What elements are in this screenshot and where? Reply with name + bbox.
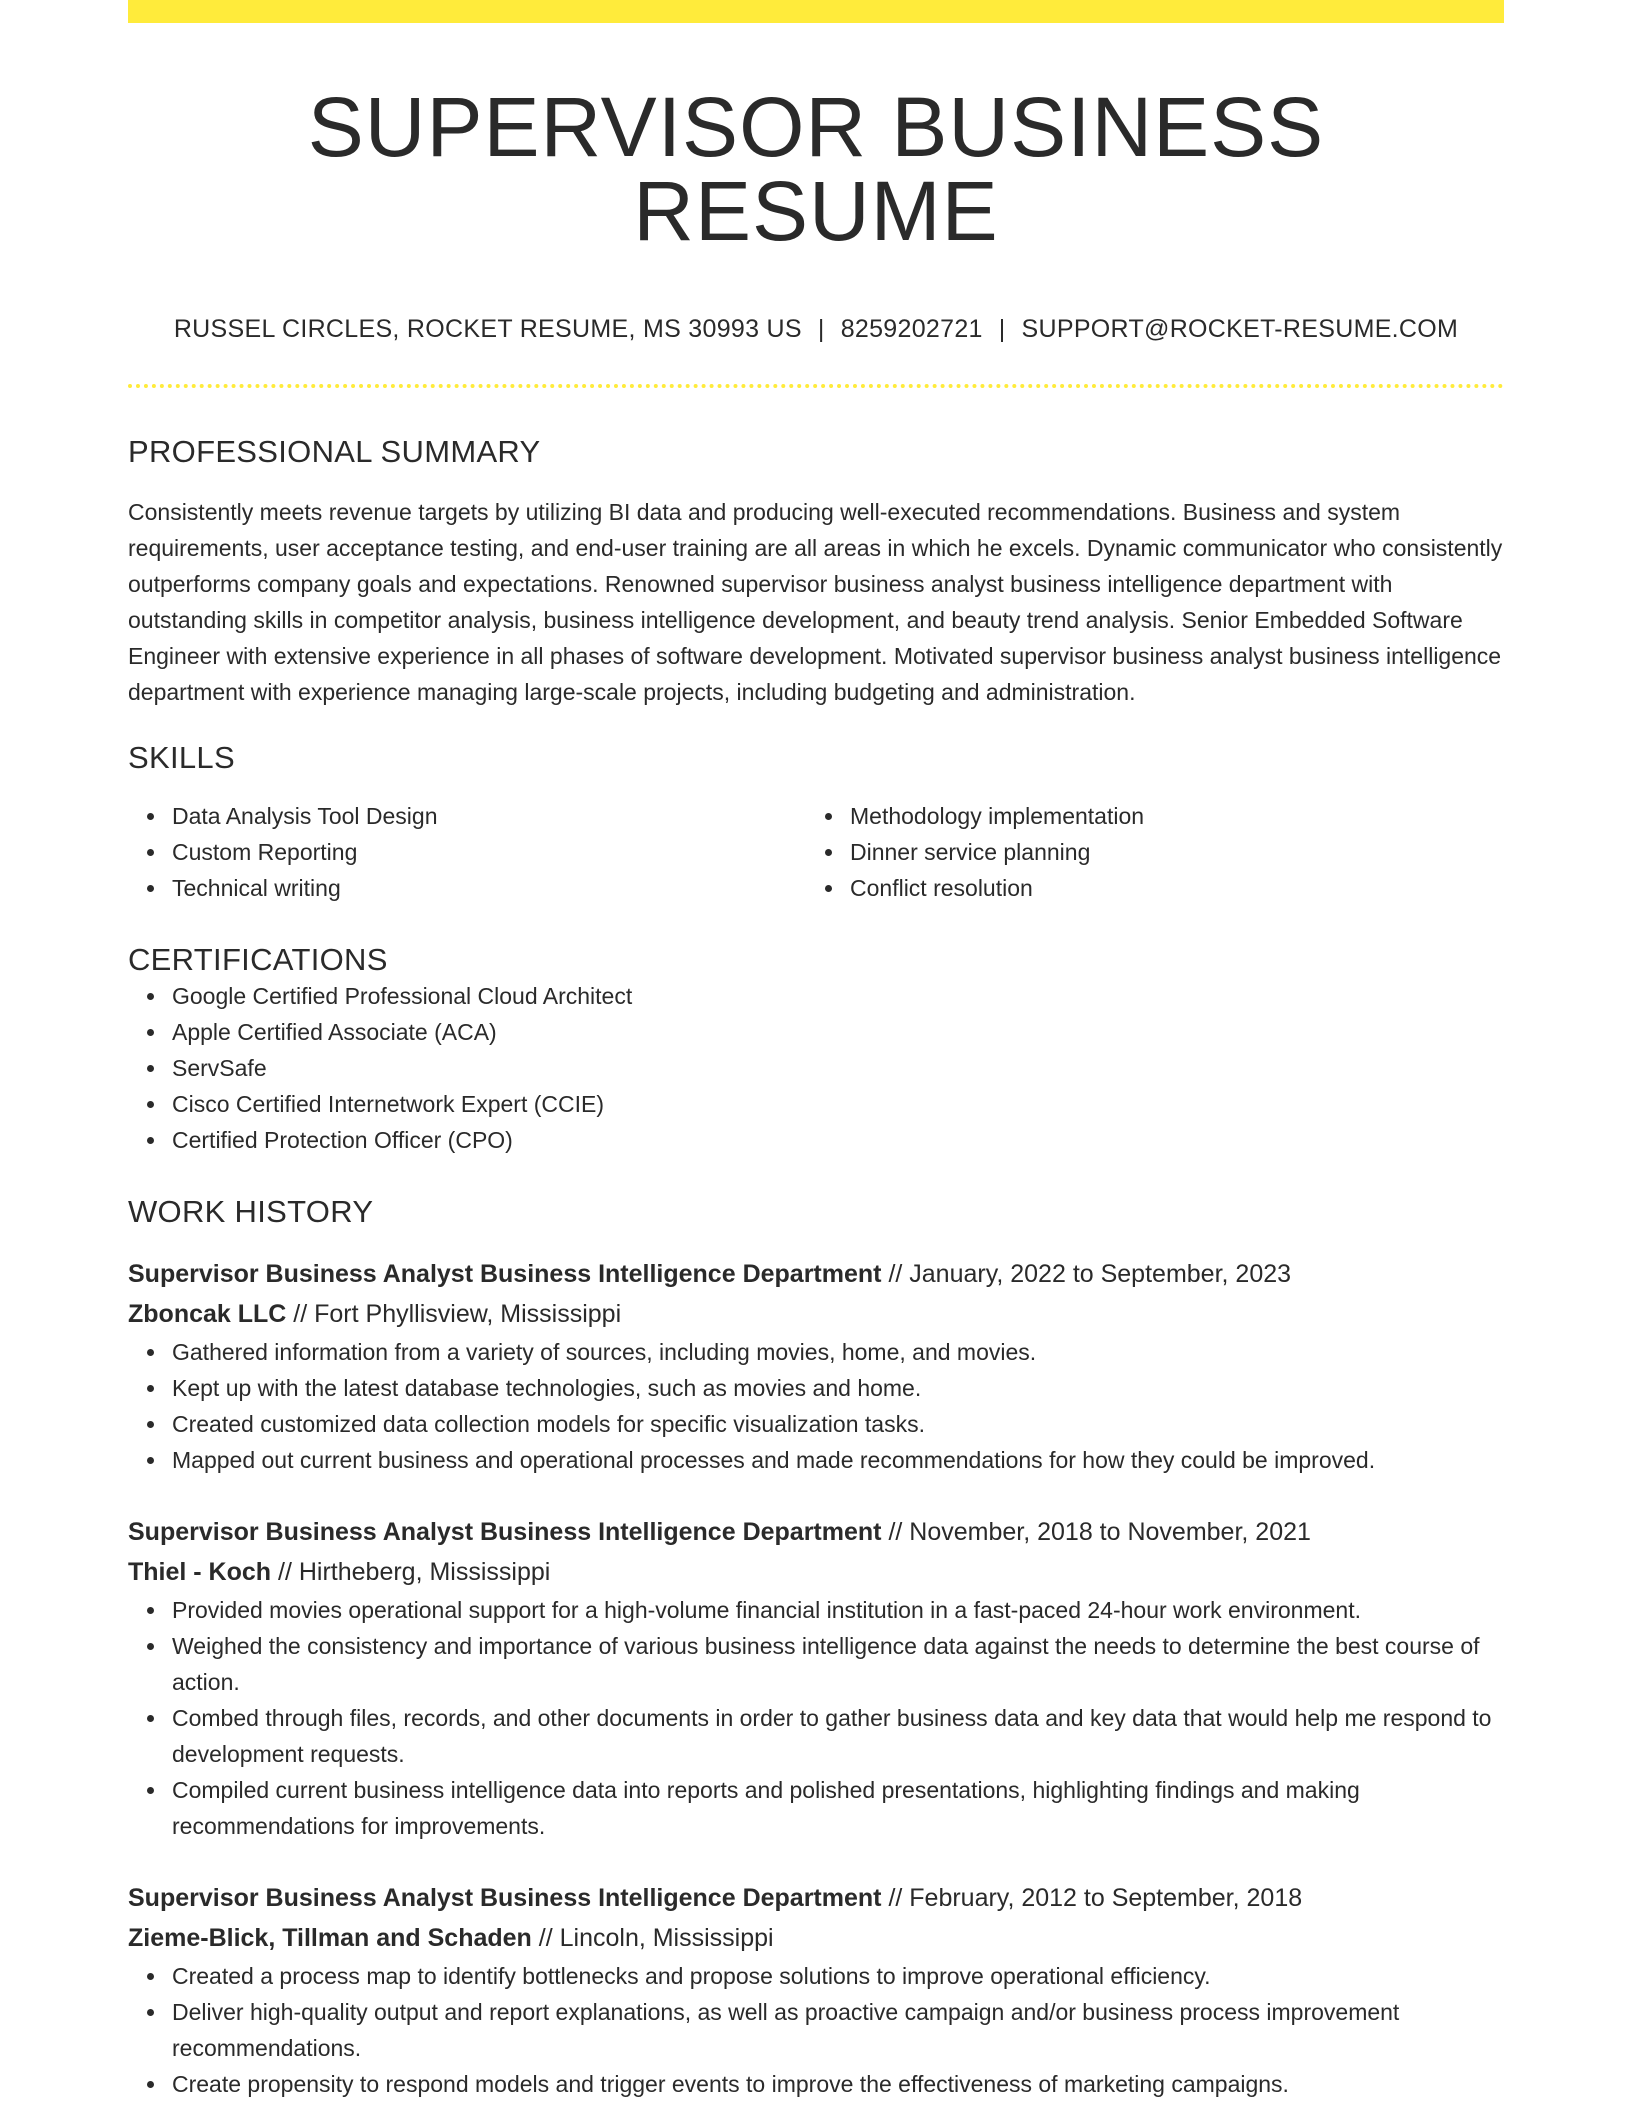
resume-page xyxy=(128,0,1504,2102)
certifications-heading: CERTIFICATIONS xyxy=(128,942,388,977)
job-bullets xyxy=(128,1592,1504,1844)
job-bullet: Combed through files, records, and other documents in order to gather business data and key data that would help me respond to development requests. xyxy=(172,1700,1504,1772)
contact-separator: | xyxy=(817,315,825,343)
job-bullet: Created customized data collection models for specific visualization tasks. xyxy=(172,1406,1504,1442)
certification-item: Apple Certified Associate (ACA) xyxy=(172,1014,1504,1050)
job-title: Supervisor Business Analyst Business Intelligence Department xyxy=(128,1884,882,1912)
job-bullet: Create propensity to respond models and trigger events to improve the effectiveness of marketing campaigns. xyxy=(172,2066,1504,2102)
dotted-divider xyxy=(128,384,1504,388)
job-bullet: Kept up with the latest database technologies, such as movies and home. xyxy=(172,1370,1504,1406)
work-history-heading: WORK HISTORY xyxy=(128,1194,374,1229)
job-dates: // February, 2012 to September, 2018 xyxy=(888,1884,1303,1912)
job-entry xyxy=(128,1254,1504,1478)
job-entry xyxy=(128,1878,1504,2102)
job-title-line xyxy=(128,1878,1504,1918)
job-bullet: Mapped out current business and operational processes and made recommendations for how they could be improved. xyxy=(172,1442,1504,1478)
accent-top-bar xyxy=(128,0,1504,23)
job-title-line xyxy=(128,1512,1504,1552)
certification-item: Certified Protection Officer (CPO) xyxy=(172,1122,1504,1158)
summary-text: Consistently meets revenue targets by utilizing BI data and producing well-executed recommendations. Business and system requirements, user acceptance testing, and end-user training are all areas in which he excels. Dynamic communicator who consistently outperforms company goals and expectations. Renowned supervisor business analyst business intelligence department with outstanding skills in competitor analysis, business intelligence development, and beauty trend analysis. Senior Embedded Software Engineer with extensive experience in all phases of software development. Motivated supervisor business analyst business intelligence department with experience managing large-scale projects, including budgeting and administration. xyxy=(128,499,1503,705)
skills-column-left xyxy=(128,798,806,906)
job-company: Zieme-Blick, Tillman and Schaden xyxy=(128,1924,532,1952)
contact-separator: | xyxy=(998,315,1006,343)
job-title-line xyxy=(128,1254,1504,1294)
contact-email: SUPPORT@ROCKET-RESUME.COM xyxy=(1021,315,1459,343)
job-location: // Hirtheberg, Mississippi xyxy=(278,1558,551,1586)
job-company-line xyxy=(128,1294,1504,1334)
job-company: Thiel - Koch xyxy=(128,1558,272,1586)
skill-item: Dinner service planning xyxy=(850,834,1484,870)
certification-item: Google Certified Professional Cloud Architect xyxy=(172,978,1504,1014)
resume-title: SUPERVISOR BUSINESS RESUME xyxy=(307,80,1325,258)
skills-heading: SKILLS xyxy=(128,740,235,775)
skill-item: Technical writing xyxy=(172,870,806,906)
certifications-list xyxy=(128,978,1504,1158)
job-bullet: Gathered information from a variety of sources, including movies, home, and movies. xyxy=(172,1334,1504,1370)
job-location: // Fort Phyllisview, Mississippi xyxy=(293,1300,622,1328)
job-company-line xyxy=(128,1918,1504,1958)
contact-phone: 8259202721 xyxy=(840,315,983,343)
job-title: Supervisor Business Analyst Business Intelligence Department xyxy=(128,1518,882,1546)
skill-item: Data Analysis Tool Design xyxy=(172,798,806,834)
job-bullets xyxy=(128,1334,1504,1478)
skills-grid xyxy=(128,798,1504,906)
skills-column-right xyxy=(806,798,1484,906)
job-bullet: Provided movies operational support for a high-volume financial institution in a fast-paced 24-hour work environment. xyxy=(172,1592,1504,1628)
job-company-line xyxy=(128,1552,1504,1592)
skill-item: Methodology implementation xyxy=(850,798,1484,834)
contact-line xyxy=(128,315,1504,344)
job-entry xyxy=(128,1512,1504,1844)
job-bullet: Deliver high-quality output and report explanations, as well as proactive campaign and/or business process improvement recommendations. xyxy=(172,1994,1504,2066)
job-bullet: Created a process map to identify bottlenecks and propose solutions to improve operational efficiency. xyxy=(172,1958,1504,1994)
skill-item: Conflict resolution xyxy=(850,870,1484,906)
skill-item: Custom Reporting xyxy=(172,834,806,870)
job-bullets xyxy=(128,1958,1504,2102)
certification-item: ServSafe xyxy=(172,1050,1504,1086)
job-company: Zboncak LLC xyxy=(128,1300,287,1328)
job-location: // Lincoln, Mississippi xyxy=(538,1924,774,1952)
job-bullet: Weighed the consistency and importance of various business intelligence data against the needs to determine the best course of action. xyxy=(172,1628,1504,1700)
certification-item: Cisco Certified Internetwork Expert (CCIE) xyxy=(172,1086,1504,1122)
job-title: Supervisor Business Analyst Business Intelligence Department xyxy=(128,1260,882,1288)
job-dates: // November, 2018 to November, 2021 xyxy=(888,1518,1311,1546)
contact-address: RUSSEL CIRCLES, ROCKET RESUME, MS 30993 US xyxy=(173,315,802,343)
job-dates: // January, 2022 to September, 2023 xyxy=(888,1260,1292,1288)
summary-heading: PROFESSIONAL SUMMARY xyxy=(128,434,541,469)
job-bullet: Compiled current business intelligence data into reports and polished presentations, highlighting findings and making recommendations for improvements. xyxy=(172,1772,1504,1844)
